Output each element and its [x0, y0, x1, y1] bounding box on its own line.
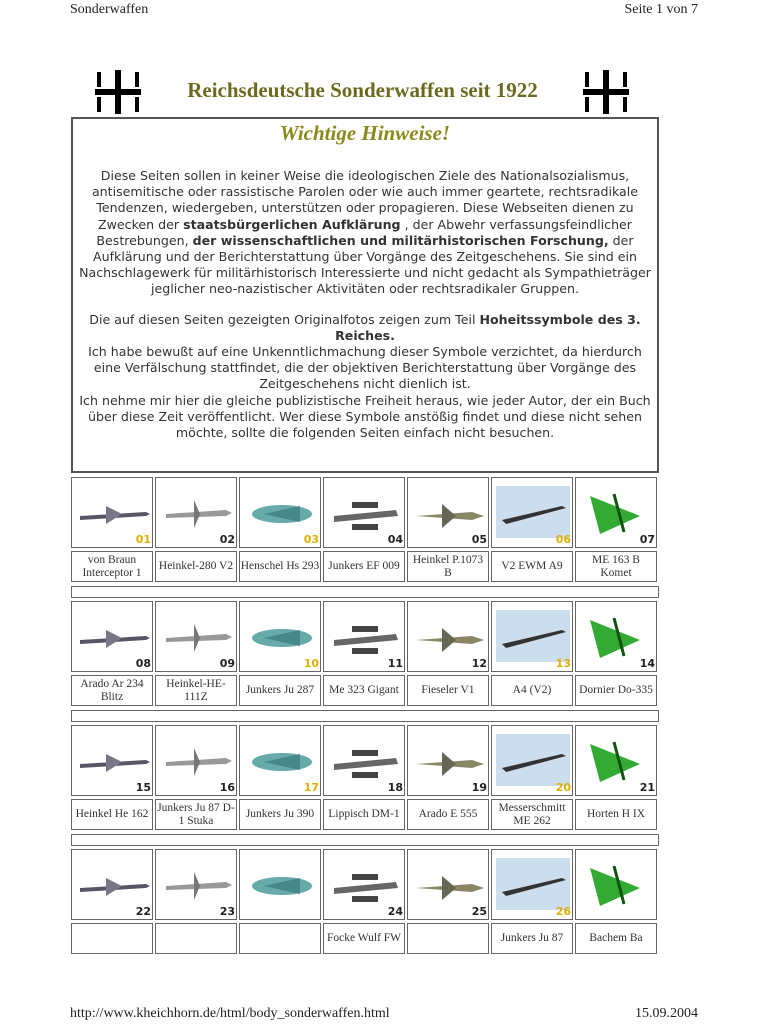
aircraft-thumbnail-link[interactable]	[155, 725, 237, 796]
notice-text: Ich nehme mir hier die gleiche publizistische Freiheit heraus, wie jeder Autor, der ein Buch über diese Zeit veröffentlicht. Wer diese Symbole anstößig findet und diese nicht sehen möchte, sollte die folgenden Seiten einfach nicht besuchen.	[79, 392, 651, 441]
aircraft-thumbnail-link[interactable]	[491, 849, 573, 920]
thumbnail-number: 25	[471, 905, 487, 918]
aircraft-icon	[328, 734, 402, 786]
notice-heading: Wichtige Hinweise!	[279, 121, 451, 145]
aircraft-icon	[76, 486, 150, 538]
page-number: Seite 1 von 7	[624, 2, 698, 17]
aircraft-icon	[412, 486, 486, 538]
thumbnail-number: 10	[303, 657, 319, 670]
thumbnail-number: 11	[387, 657, 403, 670]
aircraft-label-link[interactable]: Junkers Ju 87	[491, 923, 573, 954]
notice-bold-text: Hoheitssymbole des 3. Reiches.	[335, 311, 641, 343]
aircraft-label-link[interactable]: Arado E 555	[407, 799, 489, 830]
aircraft-icon	[76, 858, 150, 910]
aircraft-icon	[580, 610, 654, 662]
aircraft-thumbnail-link[interactable]	[71, 477, 153, 548]
gallery-image-row	[71, 849, 661, 922]
thumbnail-number: 05	[471, 533, 487, 546]
aircraft-icon	[496, 486, 570, 538]
aircraft-thumbnail-link[interactable]	[323, 601, 405, 672]
aircraft-label-link[interactable]: Bachem Ba	[575, 923, 657, 954]
notice-text: Die auf diesen Seiten gezeigten Originalfotos zeigen zum Teil	[89, 311, 480, 327]
aircraft-label-link[interactable]: ME 163 B Komet	[575, 551, 657, 582]
thumbnail-number: 12	[471, 657, 487, 670]
thumbnail-number: 09	[219, 657, 235, 670]
aircraft-icon	[412, 858, 486, 910]
aircraft-thumbnail-link[interactable]	[239, 477, 321, 548]
aircraft-icon	[76, 610, 150, 662]
gallery-image-row	[71, 601, 661, 674]
notice-paragraph-1	[73, 168, 657, 298]
thumbnail-number: 17	[303, 781, 319, 794]
aircraft-thumbnail-link[interactable]	[323, 725, 405, 796]
thumbnail-number: 19	[471, 781, 487, 794]
notice-paragraph-2	[73, 312, 657, 442]
gallery-label-row	[71, 551, 661, 583]
aircraft-thumbnail-link[interactable]	[575, 849, 657, 920]
thumbnail-number: 22	[135, 905, 151, 918]
aircraft-icon	[160, 734, 234, 786]
aircraft-icon	[580, 486, 654, 538]
aircraft-label-link[interactable]	[155, 923, 237, 954]
aircraft-icon	[76, 734, 150, 786]
aircraft-icon	[580, 734, 654, 786]
aircraft-thumbnail-link[interactable]	[575, 601, 657, 672]
thumbnail-number: 04	[387, 533, 403, 546]
aircraft-thumbnail-link[interactable]	[407, 849, 489, 920]
page-date: 15.09.2004	[635, 1006, 698, 1021]
aircraft-label-link[interactable]: Junkers EF 009	[323, 551, 405, 582]
balkenkreuz-icon	[583, 70, 629, 114]
title-row	[95, 70, 630, 114]
aircraft-label-link[interactable]: Fieseler V1	[407, 675, 489, 706]
thumbnail-number: 15	[135, 781, 151, 794]
aircraft-icon	[160, 486, 234, 538]
aircraft-thumbnail-link[interactable]	[71, 601, 153, 672]
thumbnail-number: 02	[219, 533, 235, 546]
thumbnail-number: 26	[555, 905, 571, 918]
thumbnail-number: 18	[387, 781, 403, 794]
aircraft-icon	[496, 734, 570, 786]
notice-text: , der Abwehr verfassungsfeindlicher Bestrebungen,	[96, 216, 632, 248]
aircraft-label-link[interactable]	[407, 923, 489, 954]
gallery-row-separator	[71, 586, 659, 598]
aircraft-label-link[interactable]: Junkers Ju 390	[239, 799, 321, 830]
aircraft-thumbnail-link[interactable]	[575, 725, 657, 796]
gallery-row-separator	[71, 710, 659, 722]
gallery-image-row	[71, 477, 661, 550]
aircraft-label-link[interactable]: Focke Wulf FW	[323, 923, 405, 954]
aircraft-icon	[160, 610, 234, 662]
aircraft-icon	[412, 734, 486, 786]
aircraft-label-link[interactable]	[71, 923, 153, 954]
notice-text: Diese Seiten sollen in keiner Weise die ideologischen Ziele des Nationalsozialismus, antisemitische oder rassistische Parolen oder wie auch immer geartete, rechtsradikale Tendenzen, wiedergeben, unterstützen oder propagieren. Diese Webseiten dienen zu Zwecken der	[91, 168, 639, 232]
thumbnail-number: 20	[555, 781, 571, 794]
thumbnail-number: 16	[219, 781, 235, 794]
aircraft-thumbnail-link[interactable]	[323, 849, 405, 920]
aircraft-icon	[328, 486, 402, 538]
thumbnail-number: 08	[135, 657, 151, 670]
aircraft-label-link[interactable]: Messerschmitt ME 262	[491, 799, 573, 830]
notice-text: Ich habe bewußt auf eine Unkenntlichmachung dieser Symbole verzichtet, da hierdurch eine Verfälschung stattfindet, die der objektiven Berichterstattung über Vorgänge des Zeitgeschehens nicht dienlich ist.	[88, 344, 642, 392]
aircraft-label-link[interactable]: Heinkel P.1073 B	[407, 551, 489, 582]
aircraft-thumbnail-link[interactable]	[407, 477, 489, 548]
aircraft-label-link[interactable]: Arado Ar 234 Blitz	[71, 675, 153, 706]
aircraft-thumbnail-link[interactable]	[491, 725, 573, 796]
aircraft-thumbnail-link[interactable]	[407, 725, 489, 796]
aircraft-thumbnail-link[interactable]	[239, 601, 321, 672]
thumbnail-number: 06	[555, 533, 571, 546]
aircraft-label-link[interactable]: Junkers Ju 287	[239, 675, 321, 706]
aircraft-label-link[interactable]: Heinkel-HE-111Z	[155, 675, 237, 706]
aircraft-label-link[interactable]: Horten H IX	[575, 799, 657, 830]
aircraft-thumbnail-link[interactable]	[239, 849, 321, 920]
aircraft-icon	[244, 858, 318, 910]
aircraft-icon	[328, 610, 402, 662]
aircraft-label-link[interactable]: Lippisch DM-1	[323, 799, 405, 830]
aircraft-icon	[580, 858, 654, 910]
aircraft-label-link[interactable]: Dornier Do-335	[575, 675, 657, 706]
aircraft-icon	[328, 858, 402, 910]
aircraft-icon	[412, 610, 486, 662]
weapons-gallery	[71, 477, 661, 955]
gallery-row-separator	[71, 834, 659, 846]
aircraft-thumbnail-link[interactable]	[575, 477, 657, 548]
aircraft-icon	[244, 734, 318, 786]
aircraft-thumbnail-link[interactable]	[155, 601, 237, 672]
aircraft-label-link[interactable]: Heinkel-280 V2	[155, 551, 237, 582]
aircraft-icon	[496, 610, 570, 662]
aircraft-label-link[interactable]: Heinkel He 162	[71, 799, 153, 830]
aircraft-label-link[interactable]: V2 EWM A9	[491, 551, 573, 582]
aircraft-label-link[interactable]: A4 (V2)	[491, 675, 573, 706]
thumbnail-number: 21	[639, 781, 655, 794]
gallery-label-row	[71, 799, 661, 831]
aircraft-thumbnail-link[interactable]	[323, 477, 405, 548]
gallery-image-row	[71, 725, 661, 798]
page-url: http://www.kheichhorn.de/html/body_sonderwaffen.html	[70, 1006, 390, 1021]
thumbnail-number: 14	[639, 657, 655, 670]
thumbnail-number: 03	[303, 533, 319, 546]
page-header-title: Sonderwaffen	[70, 2, 149, 17]
aircraft-icon	[244, 610, 318, 662]
aircraft-thumbnail-link[interactable]	[239, 725, 321, 796]
notice-bold-text: der wissenschaftlichen und militärhistorischen Forschung,	[192, 232, 609, 248]
aircraft-thumbnail-link[interactable]	[407, 601, 489, 672]
aircraft-label-link[interactable]: von Braun Interceptor 1	[71, 551, 153, 582]
page-title: Reichsdeutsche Sonderwaffen seit 1922	[187, 78, 538, 102]
thumbnail-number: 01	[135, 533, 151, 546]
aircraft-icon	[496, 858, 570, 910]
notice-text: der Aufklärung und der Berichterstattung über Vorgänge des Zeitgeschehens. Sie sind ein Nachschlagewerk für militärhistorisch Interessierte und nicht gedacht als Sympathieträger jeglicher neo-nazistischer Aktivitäten oder rechtsradikaler Gruppen.	[79, 232, 651, 297]
aircraft-label-link[interactable]	[239, 923, 321, 954]
aircraft-thumbnail-link[interactable]	[491, 601, 573, 672]
aircraft-icon	[160, 858, 234, 910]
gallery-label-row	[71, 923, 661, 955]
balkenkreuz-icon	[95, 70, 141, 114]
thumbnail-number: 07	[639, 533, 655, 546]
aircraft-icon	[244, 486, 318, 538]
aircraft-label-link[interactable]: Henschel Hs 293	[239, 551, 321, 582]
notice-bold-text: staatsbürgerlichen Aufklärung	[183, 216, 401, 232]
thumbnail-number: 23	[219, 905, 235, 918]
thumbnail-number: 13	[555, 657, 571, 670]
aircraft-label-link[interactable]: Junkers Ju 87 D-1 Stuka	[155, 799, 237, 830]
thumbnail-number: 24	[387, 905, 403, 918]
gallery-label-row	[71, 675, 661, 707]
notice-box	[71, 117, 659, 473]
aircraft-thumbnail-link[interactable]	[71, 849, 153, 920]
aircraft-thumbnail-link[interactable]	[71, 725, 153, 796]
aircraft-thumbnail-link[interactable]	[491, 477, 573, 548]
aircraft-thumbnail-link[interactable]	[155, 849, 237, 920]
aircraft-thumbnail-link[interactable]	[155, 477, 237, 548]
aircraft-label-link[interactable]: Me 323 Gigant	[323, 675, 405, 706]
